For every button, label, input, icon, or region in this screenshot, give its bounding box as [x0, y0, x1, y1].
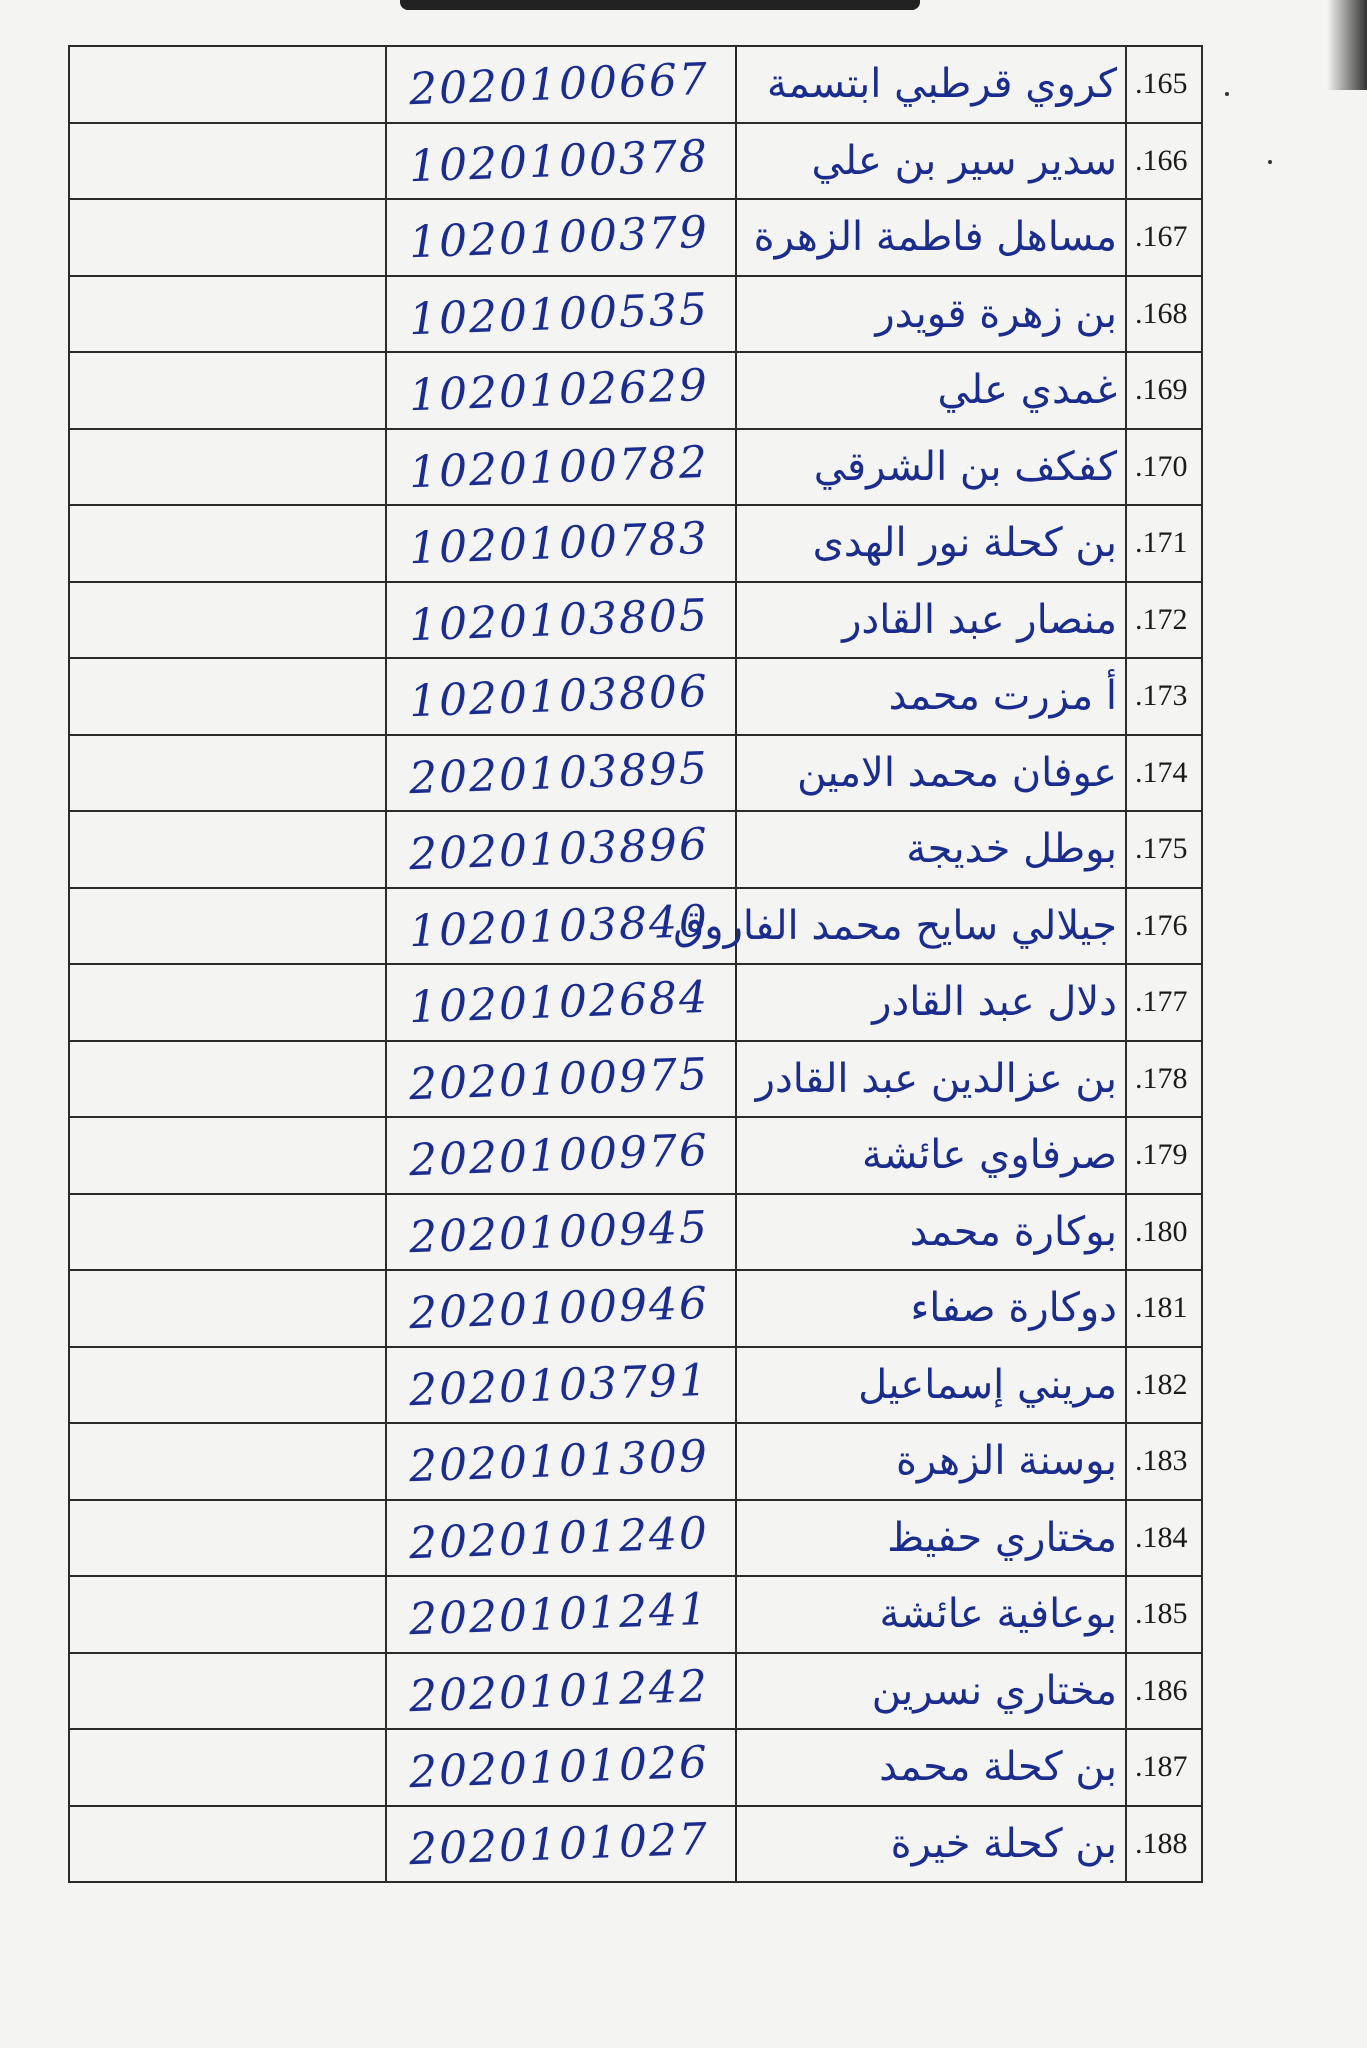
blank-cell	[69, 1500, 386, 1577]
blank-cell	[69, 1576, 386, 1653]
student-id-cell: 2020103791	[385, 1340, 737, 1429]
row-number-cell: .182	[1126, 1347, 1202, 1424]
student-id-cell: 2020101242	[385, 1646, 737, 1735]
row-number-cell: .185	[1126, 1576, 1202, 1653]
student-id-cell: 2020100975	[385, 1034, 737, 1123]
student-name-cell: بوعافية عائشة	[736, 1576, 1126, 1653]
blank-cell	[69, 735, 386, 812]
student-id-cell: 2020101026	[385, 1723, 737, 1812]
row-number-cell: .180	[1126, 1194, 1202, 1271]
student-name-cell: بوكارة محمد	[736, 1194, 1126, 1271]
row-number-cell: .175	[1126, 811, 1202, 888]
table-row	[69, 199, 1202, 276]
row-number-cell: .188	[1126, 1806, 1202, 1883]
student-name-cell: دوكارة صفاء	[736, 1270, 1126, 1347]
row-number-cell: .170	[1126, 429, 1202, 506]
ink-dot	[1268, 160, 1272, 164]
student-name-cell: بن كحلة خيرة	[736, 1806, 1126, 1883]
student-id-cell: 2020101027	[385, 1799, 737, 1888]
table-row	[69, 1423, 1202, 1500]
blank-cell	[69, 276, 386, 353]
row-number-cell: .173	[1126, 658, 1202, 735]
student-id-cell: 1020103805	[385, 575, 737, 664]
blank-cell	[69, 964, 386, 1041]
row-number-cell: .176	[1126, 888, 1202, 965]
table-row	[69, 352, 1202, 429]
blank-cell	[69, 46, 386, 123]
row-number-cell: .184	[1126, 1500, 1202, 1577]
student-name-cell: بن كحلة محمد	[736, 1729, 1126, 1806]
student-id-cell: 2020103895	[385, 728, 737, 817]
blank-cell	[69, 1194, 386, 1271]
blank-cell	[69, 1423, 386, 1500]
student-name-cell: بوسنة الزهرة	[736, 1423, 1126, 1500]
table-row	[69, 123, 1202, 200]
student-name-cell: غمدي علي	[736, 352, 1126, 429]
student-name-cell: مختاري نسرين	[736, 1653, 1126, 1730]
student-id-cell: 2020100667	[385, 40, 737, 129]
student-name-cell: منصار عبد القادر	[736, 582, 1126, 659]
table-row	[69, 1806, 1202, 1883]
student-id-cell: 1020100535	[385, 269, 737, 358]
table-row	[69, 1041, 1202, 1118]
table-row	[69, 429, 1202, 506]
student-name-cell: سدير سير بن علي	[736, 123, 1126, 200]
row-number-cell: .168	[1126, 276, 1202, 353]
blank-cell	[69, 1041, 386, 1118]
row-number-cell: .181	[1126, 1270, 1202, 1347]
blank-cell	[69, 429, 386, 506]
row-number-cell: .174	[1126, 735, 1202, 812]
student-name-cell: بوطل خديجة	[736, 811, 1126, 888]
blank-cell	[69, 1270, 386, 1347]
student-name-cell: صرفاوي عائشة	[736, 1117, 1126, 1194]
student-id-cell: 2020100946	[385, 1264, 737, 1353]
register-rows	[69, 46, 1202, 1882]
student-id-cell: 2020103896	[385, 805, 737, 894]
student-id-cell: 2020101241	[385, 1570, 737, 1659]
table-row	[69, 276, 1202, 353]
student-id-cell: 2020100945	[385, 1187, 737, 1276]
student-id-cell: 1020100378	[385, 116, 737, 205]
blank-cell	[69, 352, 386, 429]
blank-cell	[69, 1117, 386, 1194]
row-number-cell: .183	[1126, 1423, 1202, 1500]
student-name-cell: أ مزرت محمد	[736, 658, 1126, 735]
student-name-cell: مختاري حفيظ	[736, 1500, 1126, 1577]
row-number-cell: .178	[1126, 1041, 1202, 1118]
row-number-cell: .169	[1126, 352, 1202, 429]
blank-cell	[69, 811, 386, 888]
table-row	[69, 582, 1202, 659]
table-row	[69, 1653, 1202, 1730]
table-row	[69, 964, 1202, 1041]
student-name-cell: كروي قرطبي ابتسمة	[736, 46, 1126, 123]
student-id-cell: 1020102684	[385, 958, 737, 1047]
row-number-cell: .171	[1126, 505, 1202, 582]
student-id-cell: 2020101309	[385, 1417, 737, 1506]
table-row	[69, 1729, 1202, 1806]
student-id-cell: 1020100782	[385, 422, 737, 511]
student-id-cell: 2020101240	[385, 1493, 737, 1582]
blank-cell	[69, 1653, 386, 1730]
student-name-cell: بن كحلة نور الهدى	[736, 505, 1126, 582]
student-name-cell: كفكف بن الشرقي	[736, 429, 1126, 506]
row-number-cell: .172	[1126, 582, 1202, 659]
page-corner-shadow	[1327, 0, 1367, 90]
row-number-cell: .177	[1126, 964, 1202, 1041]
student-id-cell: 1020100783	[385, 499, 737, 588]
table-row	[69, 1117, 1202, 1194]
blank-cell	[69, 1729, 386, 1806]
student-name-cell: مساهل فاطمة الزهرة	[736, 199, 1126, 276]
table-row	[69, 46, 1202, 123]
student-name-cell: بن زهرة قويدر	[736, 276, 1126, 353]
blank-cell	[69, 199, 386, 276]
student-id-cell: 2020100976	[385, 1111, 737, 1200]
student-id-cell: 1020103806	[385, 652, 737, 741]
student-id-cell: 1020102629	[385, 346, 737, 435]
row-number-cell: .165	[1126, 46, 1202, 123]
row-number-cell: .186	[1126, 1653, 1202, 1730]
blank-cell	[69, 505, 386, 582]
row-number-cell: .179	[1126, 1117, 1202, 1194]
page-edge-shadow	[400, 0, 920, 10]
table-row	[69, 1194, 1202, 1271]
blank-cell	[69, 888, 386, 965]
table-row	[69, 1500, 1202, 1577]
blank-cell	[69, 582, 386, 659]
table-row	[69, 1270, 1202, 1347]
table-row	[69, 1347, 1202, 1424]
student-id-cell: 1020100379	[385, 193, 737, 282]
table-row	[69, 735, 1202, 812]
blank-cell	[69, 1806, 386, 1883]
student-id-cell: 1020103840	[385, 881, 737, 970]
blank-cell	[69, 123, 386, 200]
table-row	[69, 658, 1202, 735]
row-number-cell: .187	[1126, 1729, 1202, 1806]
ink-dot	[1225, 92, 1229, 96]
table-row	[69, 888, 1202, 965]
table-row	[69, 811, 1202, 888]
student-name-cell: بن عزالدين عبد القادر	[736, 1041, 1126, 1118]
student-name-cell: دلال عبد القادر	[736, 964, 1126, 1041]
blank-cell	[69, 1347, 386, 1424]
table-row	[69, 1576, 1202, 1653]
student-name-cell: جيلالي سايح محمد الفاروق	[736, 888, 1126, 965]
row-number-cell: .167	[1126, 199, 1202, 276]
register-table	[68, 45, 1203, 1883]
table-row	[69, 505, 1202, 582]
student-name-cell: مريني إسماعيل	[736, 1347, 1126, 1424]
row-number-cell: .166	[1126, 123, 1202, 200]
blank-cell	[69, 658, 386, 735]
student-name-cell: عوفان محمد الامين	[736, 735, 1126, 812]
